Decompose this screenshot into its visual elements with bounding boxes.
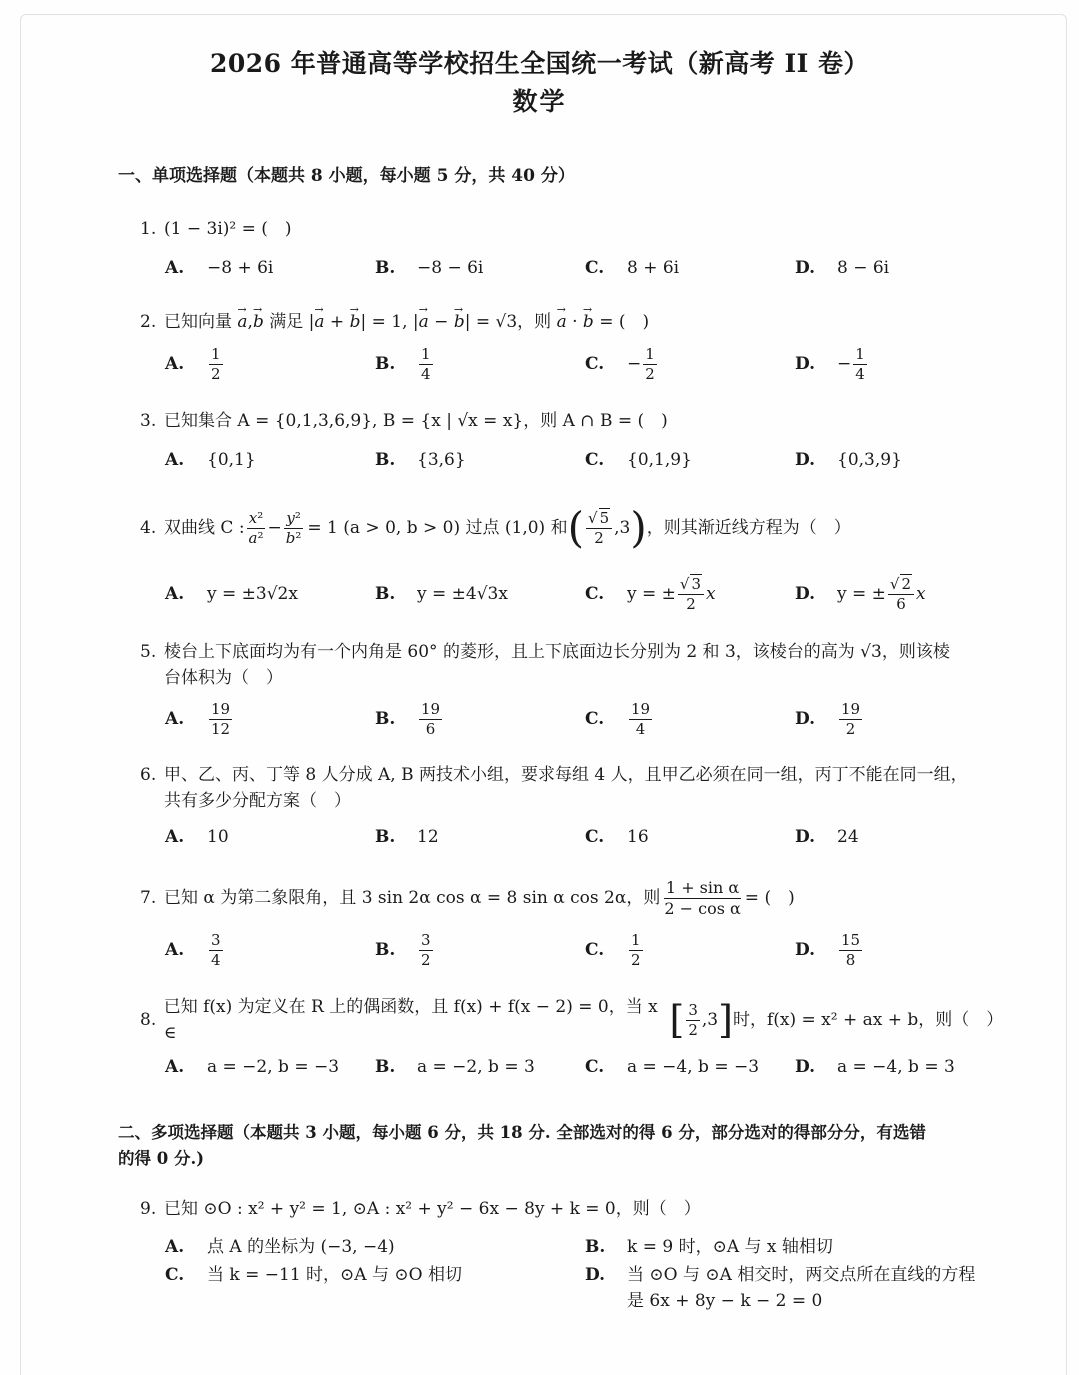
option-a[interactable]: A. y = ±3√2x <box>165 584 298 604</box>
option-a[interactable]: A. $\frac{1}{2}$ <box>165 344 221 383</box>
question-6: 6. 甲、乙、丙、丁等 8 人分成 A, B 两技术小组，要求每组 4 人，且甲乙必须在同一组，丙丁不能在同一组， 共有多少分配方案（ ） <box>140 762 1000 814</box>
option-c[interactable]: C. 8 + 6i <box>585 258 680 278</box>
option-c[interactable]: C. y = ± $\frac{√ 3}{2}$ x <box>585 574 716 613</box>
options-5 <box>165 699 1005 738</box>
question-number: 7. <box>140 888 157 908</box>
exam-subject: 数学 <box>512 87 567 116</box>
option-a[interactable]: A. 点 A 的坐标为 (−3, −4) <box>165 1237 395 1257</box>
question-8: 8. 已知 f(x) 为定义在 R 上的偶函数，且 f(x) + f(x − 2) = 0，当 x ∈ [ $\frac{3}{2}$ ,3 ] 时，f(x) = x² + ax + b，则（ ） <box>140 997 1004 1043</box>
options-7 <box>165 930 1005 969</box>
question-stem: 已知集合 A = {0,1,3,6,9}, B = {x | √x = x}，则 A ∩ B = ( ) <box>164 411 668 431</box>
option-b[interactable]: B. $\frac{19}{6}$ <box>375 699 441 738</box>
option-d[interactable]: D. {0,3,9} <box>795 450 902 470</box>
options-1 <box>165 253 1005 283</box>
question-3 <box>140 408 1000 434</box>
question-9 <box>140 1196 1000 1222</box>
section2-heading: 二、多项选择题（本题共 3 小题，每小题 6 分，共 18 分. 全部选对的得 6 分，部分选对的得部分分，有选错 的得 0 分.) <box>118 1123 926 1168</box>
question-7: 7. 已知 α 为第二象限角，且 3 sin 2α cos α = 8 sin α cos 2α，则 $\frac{\text{1 + sin α}}{\text{2 − cos α}}$ = ( ) <box>140 877 795 918</box>
question-5: 5. 棱台上下底面均为有一个内角是 60° 的菱形，且上下底面边长分别为 2 和 3，该棱台的高为 √3，则该棱 台体积为（ ） <box>140 639 1000 691</box>
question-number: 6. <box>140 765 157 785</box>
option-d[interactable]: D. 8 − 6i <box>795 258 890 278</box>
options-2 <box>165 344 1005 383</box>
option-c[interactable]: C. − $\frac{1}{2}$ <box>585 344 655 383</box>
option-d[interactable]: D. $\frac{19}{2}$ <box>795 699 861 738</box>
option-c[interactable]: C. {0,1,9} <box>585 450 692 470</box>
option-b[interactable]: B. y = ±4√3x <box>375 584 508 604</box>
question-number: 1. <box>140 219 157 239</box>
option-a[interactable]: A. −8 + 6i <box>165 258 274 278</box>
option-a[interactable]: A. {0,1} <box>165 450 256 470</box>
option-d[interactable]: D. a = −4, b = 3 <box>795 1057 955 1077</box>
option-b[interactable]: B. $\frac{1}{4}$ <box>375 344 431 383</box>
option-b[interactable]: B. a = −2, b = 3 <box>375 1057 535 1077</box>
question-stem: 已知 ⊙O : x² + y² = 1, ⊙A : x² + y² − 6x − 8y + k = 0，则（ ） <box>164 1199 701 1219</box>
option-a[interactable]: A. $\frac{3}{4}$ <box>165 930 221 969</box>
option-d[interactable]: D. y = ± $\frac{√ 2}{6}$ x <box>795 574 926 613</box>
question-number: 8. <box>140 1010 157 1030</box>
question-number: 4. <box>140 518 157 538</box>
question-number: 2. <box>140 312 157 332</box>
option-c[interactable]: C. 16 <box>585 827 649 847</box>
question-stem: (1 − 3i)² = ( ) <box>164 219 292 239</box>
question-1 <box>140 216 1000 242</box>
option-a[interactable]: A. a = −2, b = −3 <box>165 1057 340 1077</box>
option-c[interactable]: C. 当 k = −11 时，⊙A 与 ⊙O 相切 <box>165 1265 462 1285</box>
option-a[interactable]: A. $\frac{19}{12}$ <box>165 699 231 738</box>
option-d[interactable]: D. − $\frac{1}{4}$ <box>795 344 865 383</box>
option-b[interactable]: B. −8 − 6i <box>375 258 484 278</box>
question-number: 9. <box>140 1199 157 1219</box>
section1-heading: 一、单项选择题（本题共 8 小题，每小题 5 分，共 40 分） <box>118 166 575 186</box>
question-number: 5. <box>140 642 157 662</box>
option-d[interactable]: D. 当 ⊙O 与 ⊙A 相交时，两交点所在直线的方程 是 6x + 8y − k − 2 = 0 <box>585 1265 976 1311</box>
option-b[interactable]: B. k = 9 时，⊙A 与 x 轴相切 <box>585 1237 833 1257</box>
options-6 <box>165 822 1005 852</box>
option-c[interactable]: C. $\frac{1}{2}$ <box>585 930 641 969</box>
option-b[interactable]: B. {3,6} <box>375 450 466 470</box>
options-3 <box>165 445 1005 475</box>
option-d[interactable]: D. 24 <box>795 827 859 847</box>
options-8 <box>165 1052 1005 1082</box>
exam-title: 2026 年普通高等学校招生全国统一考试（新高考 II 卷） <box>209 49 870 78</box>
option-c[interactable]: C. $\frac{19}{4}$ <box>585 699 651 738</box>
options-4 <box>165 576 1005 612</box>
option-b[interactable]: B. $\frac{3}{2}$ <box>375 930 431 969</box>
option-a[interactable]: A. 10 <box>165 827 229 847</box>
question-2: 2. 已知向量 → a,→ b 满足 |→ a + → b| = 1, |→ a − → b| = √3，则 → a · → b = ( ) <box>140 309 1000 335</box>
option-b[interactable]: B. 12 <box>375 827 439 847</box>
question-4: 4. 双曲线 C : $\frac{\text{x²}}{\text{a²}}$ − $\frac{\text{y²}}{\text{b²}}$ = 1 (a > 0, b > 0) 过点 (1,0) 和 ( $\frac{√ 5}{2}$ ,3 ) ，则其渐近线方程为（ ） <box>140 503 851 552</box>
option-c[interactable]: C. a = −4, b = −3 <box>585 1057 760 1077</box>
option-d[interactable]: D. $\frac{15}{8}$ <box>795 930 861 969</box>
question-number: 3. <box>140 411 157 431</box>
